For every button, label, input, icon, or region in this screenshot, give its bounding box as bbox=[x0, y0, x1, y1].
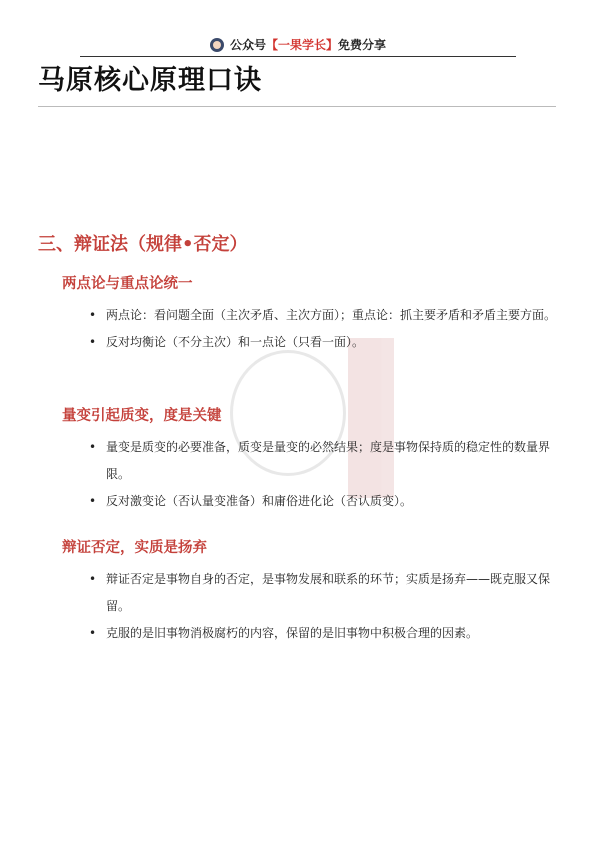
header-divider bbox=[80, 56, 516, 57]
list-item: • 反对均衡论（不分主次）和一点论（只看一面）。 bbox=[86, 329, 556, 356]
subsection-list-2 bbox=[86, 434, 556, 515]
avatar-icon bbox=[210, 38, 224, 52]
subsection-list-1 bbox=[86, 302, 556, 356]
subsection-heading-3: 辩证否定，实质是扬弃 bbox=[62, 540, 207, 556]
header-prefix: 公众号 bbox=[229, 38, 266, 52]
list-item: • 两点论：看问题全面（主次矛盾、主次方面）；重点论：抓主要矛盾和矛盾主要方面。 bbox=[86, 302, 556, 329]
title-divider bbox=[38, 106, 556, 107]
list-item: • 克服的是旧事物消极腐朽的内容，保留的是旧事物中积极合理的因素。 bbox=[86, 620, 556, 647]
header-brand: 【一果学长】 bbox=[265, 38, 338, 52]
page-header bbox=[0, 36, 596, 53]
subsection-heading-2: 量变引起质变，度是关键 bbox=[62, 408, 222, 424]
list-item: • 量变是质变的必要准备，质变是量变的必然结果；度是事物保持质的稳定性的数量界限。 bbox=[86, 434, 556, 488]
section-title: 三、辩证法（规律•否定） bbox=[38, 234, 248, 255]
list-item: • 辩证否定是事物自身的否定，是事物发展和联系的环节；实质是扬弃——既克服又保留。 bbox=[86, 566, 556, 620]
page-title: 马原核心原理口诀 bbox=[38, 65, 262, 96]
subsection-list-3 bbox=[86, 566, 556, 647]
header-suffix: 免费分享 bbox=[338, 38, 387, 52]
subsection-heading-1: 两点论与重点论统一 bbox=[62, 276, 193, 292]
list-item: • 反对激变论（否认量变准备）和庸俗进化论（否认质变）。 bbox=[86, 488, 556, 515]
